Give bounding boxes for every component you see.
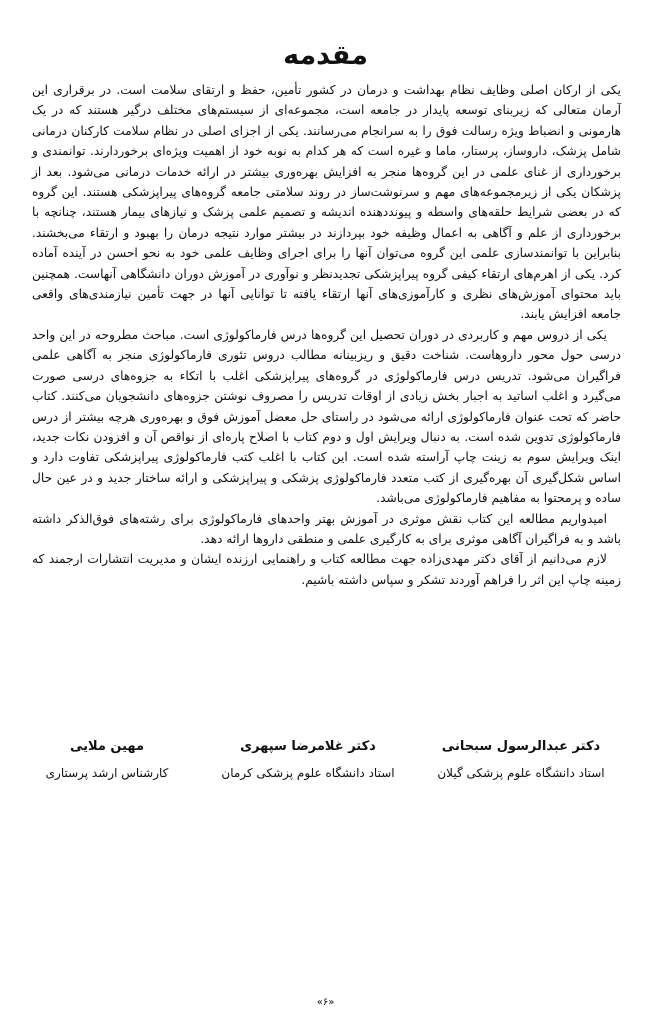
signature-title: استاد دانشگاه علوم پزشکی کرمان: [221, 766, 395, 780]
signature-title: استاد دانشگاه علوم پزشکی گیلان: [437, 766, 605, 780]
page-title: مقدمه: [283, 40, 368, 72]
signatures: [32, 736, 621, 796]
signature-name: دکتر عبدالرسول سبحانی: [441, 739, 601, 754]
paragraph-1: یکی از ارکان اصلی وظایف نظام بهداشت و درمان در کشور تأمین، حفظ و ارتقای سلامت است. در برقراری این آرمان متعالی که زیربنای توسعه پایدار در جامعه است، مجموعه‌ای از سیستم‌های مختلف درگیر هستند که در یک هارمونی و انضباط ویژه رسالت فوق را به سرانجام می‌رسانند. یکی از اجزای اصلی در نظام سلامت کارکنان درمانی شامل پزشک، داروساز، پرستار، ماما و غیره است که هر کدام به نوبه خود از اهمیت ویژه‌ای برخوردارند. توانمندی و برخورداری از غنای علمی در این گروه‌ها منجر به افزایش بهره‌وری بیشتر در ارائه خدمات درمانی می‌شود. بعد از پزشکان یکی از زیرمجموعه‌های مهم و سرنوشت‌ساز در روند سلامتی جامعه گروه‌های پیراپزشکی هستند. این گروه که در بعضی شرایط حلقه‌های واسطه و پیونددهنده اندیشه و تصمیم علمی پزشک و نیازهای بیمار هستند، چنانچه با برخورداری از علم و آگاهی به اعمال وظیفه خود بپردازند در بیشتر موارد نتیجه درمان را بهبود و ارتقاء می‌بخشند. بنابراین با توانمندسازی علمی این گروه می‌توان آنها را برای اجرای وظایف علمی خود به نحو احسن در آینده آماده کرد. یکی از اهرم‌های ارتقاء کیفی گروه پیراپزشکی تجدیدنظر و نوآوری در آموزش دوران دانشگاهی آنهاست. همچنین باید محتوای آموزش‌های نظری و کارآموزی‌های آنها ارتقاء یافته تا توانایی آنها در جهت تأمین نیازمندی‌های واقعی جامعه افزایش یابند.: [32, 83, 621, 322]
signature-name: دکتر غلامرضا سپهری: [240, 739, 376, 754]
signature-3: [32, 736, 182, 784]
signature-2: [213, 736, 403, 784]
page-number: «۶»: [316, 997, 335, 1008]
signature-name: مهین ملایی: [69, 739, 145, 754]
paragraph-3: امیدواریم مطالعه این کتاب نقش موثری در آموزش بهتر واحدهای فارماکولوژی برای رشته‌های فوق‌الذکر داشته باشد و به فراگیران آگاهی موثری برای به کارگیری علمی و منطقی داروها ارائه دهد.: [32, 511, 621, 546]
paragraph-2: یکی از دروس مهم و کاربردی در دوران تحصیل این گروه‌ها درس فارماکولوژی است. مباحث مطروحه در این واحد درسی حول محور داروهاست. شناخت دقیق و ریزبینانه مطالب دروس تئوری فارماکولوژی منجر به آگاهی علمی فراگیران می‌شود. تدریس درس فارماکولوژی در گروه‌های پیراپزشکی اغلب با اتکاء به جزوه‌های درسی صورت می‌گیرد و اغلب اساتید به اجبار بخش زیادی از اوقات تدریس را مصروف نوشتن جزوه‌های دانشجویان می‌کنند. کتاب حاضر که تحت عنوان فارماکولوژی ارائه می‌شود در راستای حل معضل آموزش فوق و بهره‌وری هرچه بیشتر از درس فارماکولوژی تدوین شده است. به دنبال ویرایش اول و دوم کتاب با اصلاح پاره‌ای از نواقص آن و افزودن نکات جدید، اینک ویرایش سوم به زینت چاپ آراسته شده است. این کتاب با اغلب کتب فارماکولوژی پیراپزشکی تفاوت دارد و اساس شکل‌گیری آن بهره‌گیری از کتب متعدد فارماکولوژی پزشکی و پیراپزشکی و ارائه ساختار جدید و در عین حال ساده و پرمحتوا به مفاهیم فارماکولوژی می‌باشد.: [32, 327, 621, 506]
signature-1: [421, 736, 621, 784]
paragraph-4: لازم می‌دانیم از آقای دکتر مهدی‌زاده جهت مطالعه کتاب و راهنمایی ارزنده ایشان و مدیریت انتشارات ارجمند که زمینه چاپ این اثر را فراهم آوردند تشکر و سپاس داشته باشیم.: [32, 552, 621, 587]
introduction-body: [32, 80, 621, 590]
signature-title: کارشناس ارشد پرستاری: [45, 766, 169, 780]
